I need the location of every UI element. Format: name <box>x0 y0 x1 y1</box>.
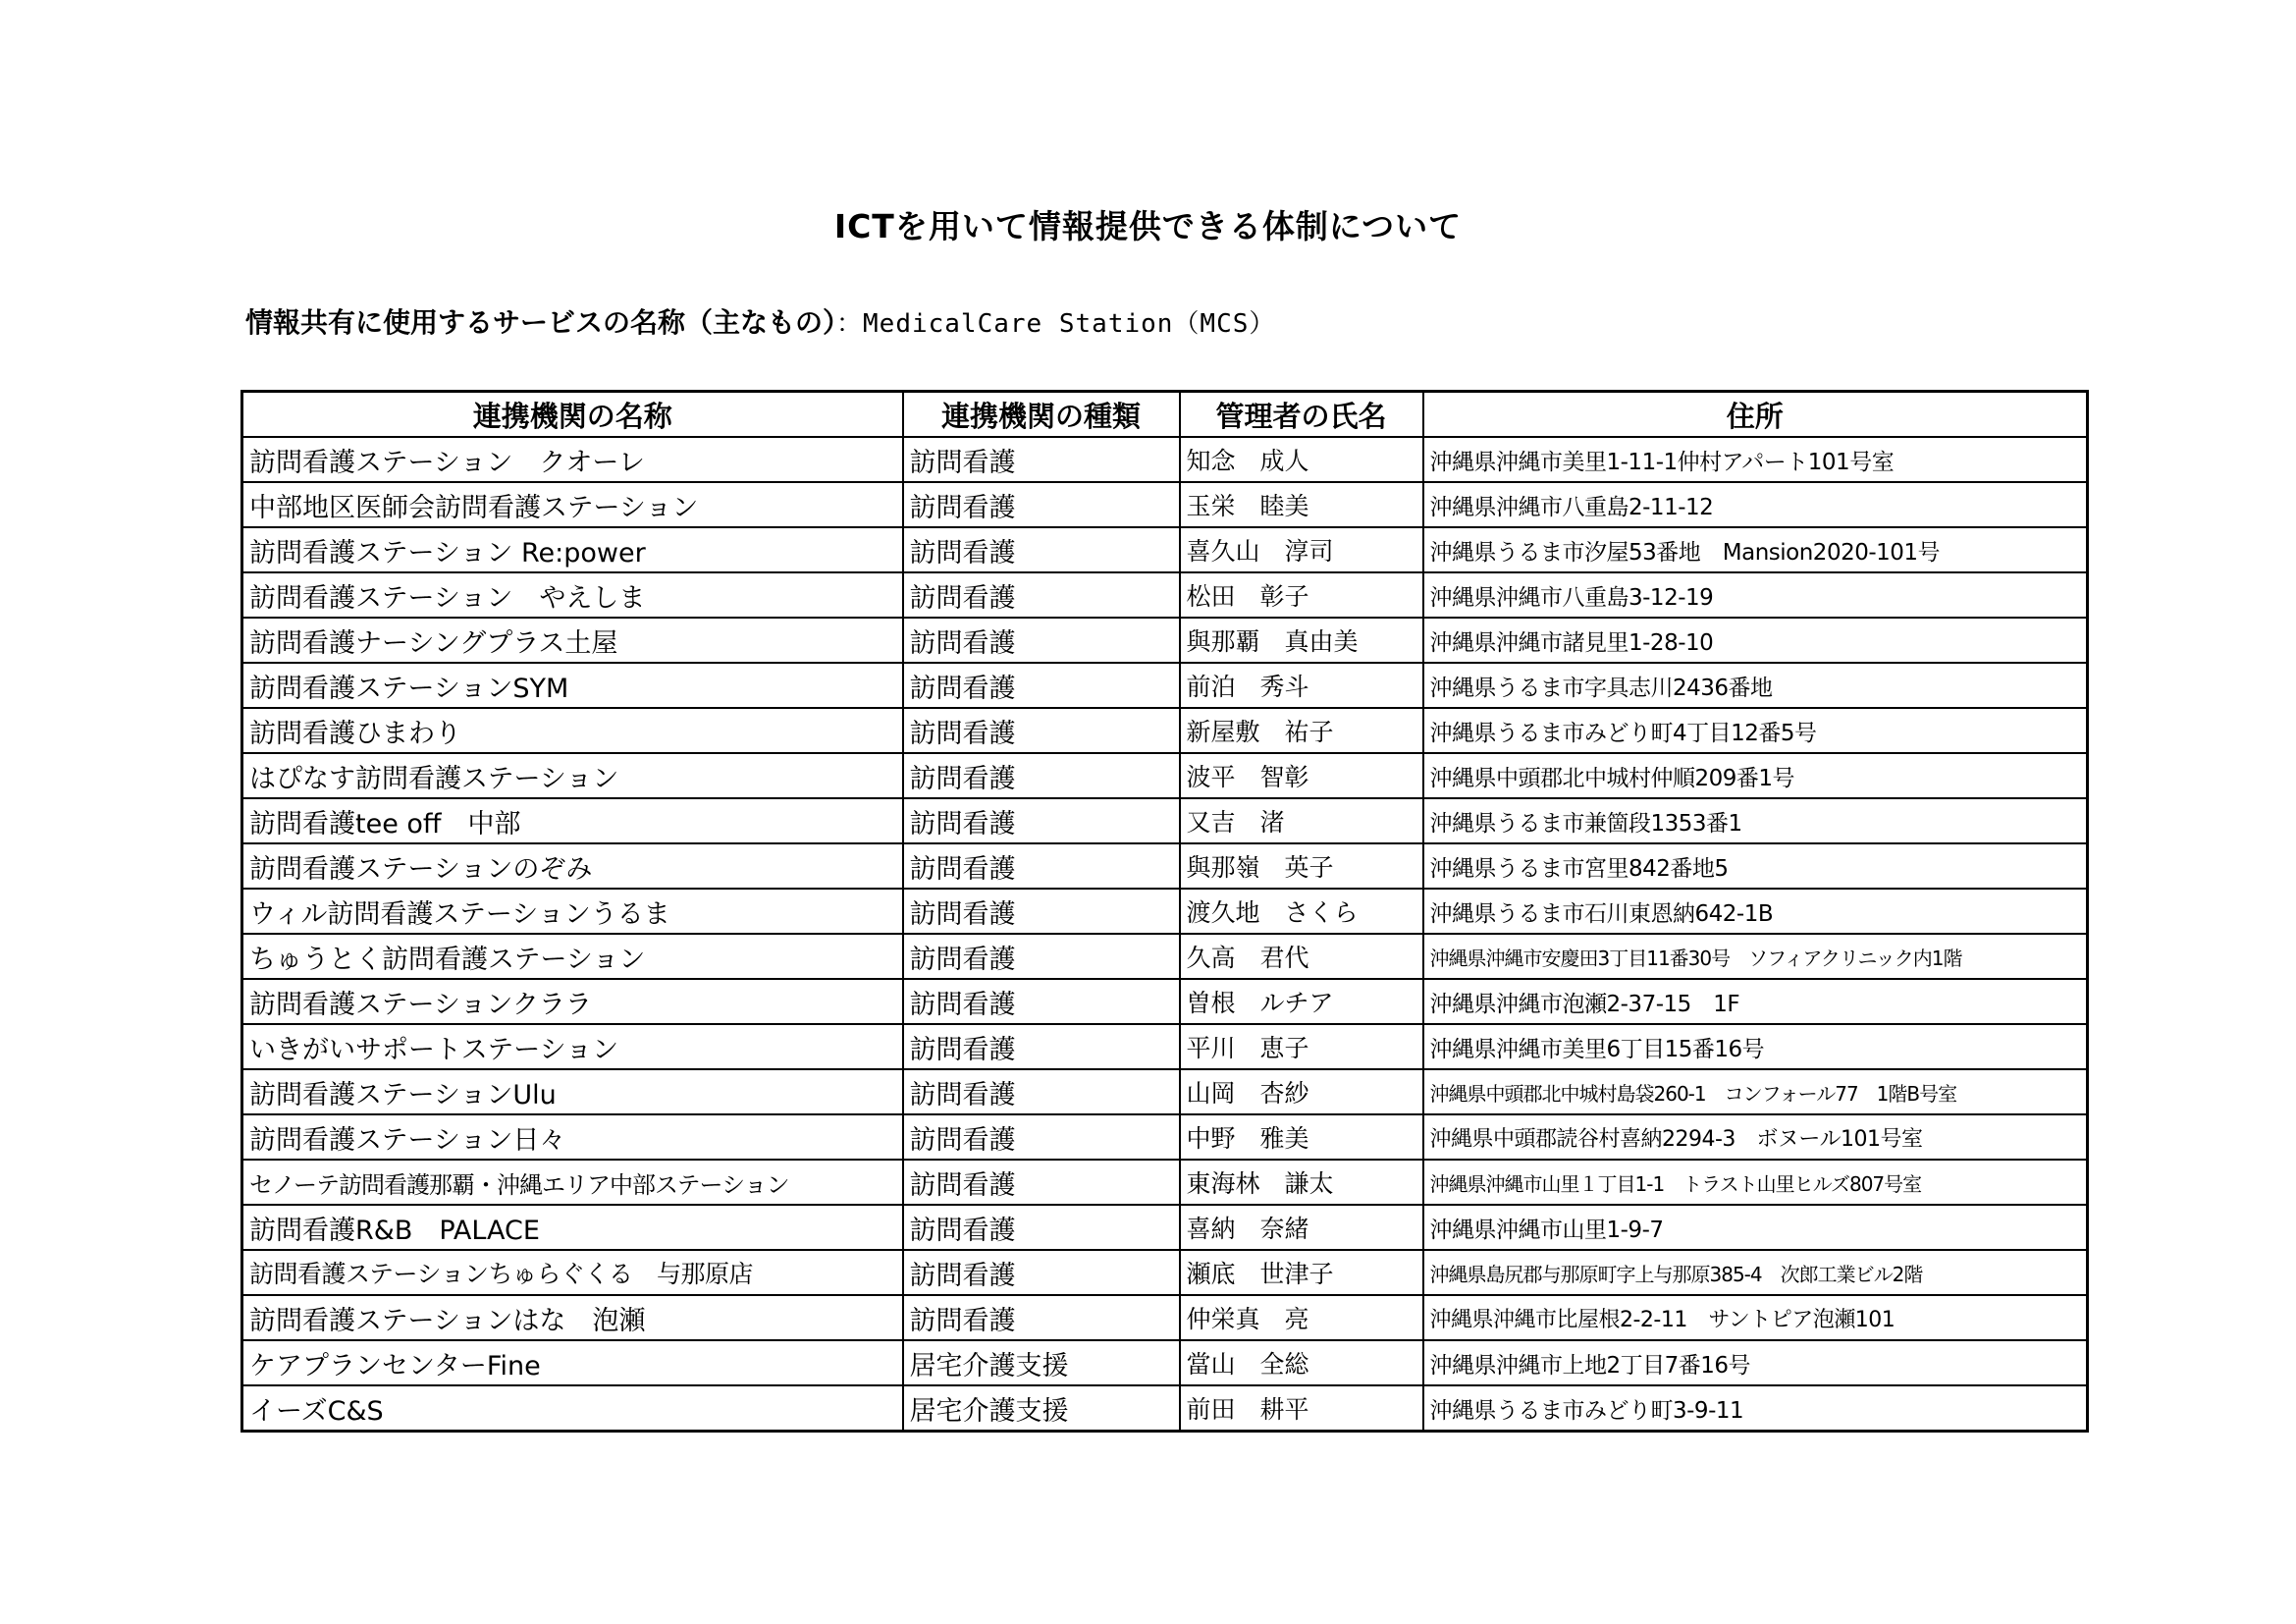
table-row <box>242 1205 2088 1250</box>
org-name-cell: ちゅうとく訪問看護ステーション <box>242 934 903 979</box>
address-cell: 沖縄県うるま市汐屋53番地 Mansion2020-101号 <box>1423 527 2088 572</box>
org-type-cell: 訪問看護 <box>903 934 1180 979</box>
header-org-type: 連携機関の種類 <box>903 392 1180 438</box>
manager-cell: 喜久山 淳司 <box>1180 527 1423 572</box>
manager-cell: 喜納 奈緒 <box>1180 1205 1423 1250</box>
table-row <box>242 798 2088 843</box>
manager-cell: 知念 成人 <box>1180 437 1423 482</box>
org-type-cell: 訪問看護 <box>903 482 1180 527</box>
manager-cell: 與那嶺 英子 <box>1180 843 1423 889</box>
manager-cell: 渡久地 さくら <box>1180 889 1423 934</box>
address-cell: 沖縄県沖縄市山里1-9-7 <box>1423 1205 2088 1250</box>
table-row <box>242 753 2088 798</box>
table-row <box>242 934 2088 979</box>
org-type-cell: 訪問看護 <box>903 843 1180 889</box>
manager-cell: 仲栄真 亮 <box>1180 1295 1423 1340</box>
org-name-cell: イーズC&S <box>242 1385 903 1432</box>
org-name-cell: 中部地区医師会訪問看護ステーション <box>242 482 903 527</box>
org-name-cell: 訪問看護ステーションUlu <box>242 1069 903 1114</box>
org-type-cell: 訪問看護 <box>903 979 1180 1024</box>
address-cell: 沖縄県沖縄市諸見里1-28-10 <box>1423 618 2088 663</box>
org-type-cell: 訪問看護 <box>903 708 1180 753</box>
address-cell: 沖縄県沖縄市安慶田3丁目11番30号 ソフィアクリニック内1階 <box>1423 934 2088 979</box>
org-type-cell: 訪問看護 <box>903 1250 1180 1295</box>
document-title: ICTを用いて情報提供できる体制について <box>833 207 1463 245</box>
manager-cell: 中野 雅美 <box>1180 1114 1423 1160</box>
table-row <box>242 979 2088 1024</box>
org-name-cell: セノーテ訪問看護那覇・沖縄エリア中部ステーション <box>242 1160 903 1205</box>
partner-organization-table <box>240 390 2089 1433</box>
org-type-cell: 訪問看護 <box>903 437 1180 482</box>
address-cell: 沖縄県うるま市兼箇段1353番1 <box>1423 798 2088 843</box>
address-cell: 沖縄県うるま市字具志川2436番地 <box>1423 663 2088 708</box>
org-name-cell: 訪問看護ステーションクララ <box>242 979 903 1024</box>
address-cell: 沖縄県沖縄市美里1-11-1仲村アパート101号室 <box>1423 437 2088 482</box>
header-manager-name: 管理者の氏名 <box>1180 392 1423 438</box>
org-name-cell: 訪問看護R&B PALACE <box>242 1205 903 1250</box>
table-row <box>242 482 2088 527</box>
address-cell: 沖縄県中頭郡北中城村仲順209番1号 <box>1423 753 2088 798</box>
table-row <box>242 1295 2088 1340</box>
manager-cell: 前田 耕平 <box>1180 1385 1423 1432</box>
table-row <box>242 437 2088 482</box>
table-row <box>242 889 2088 934</box>
org-type-cell: 訪問看護 <box>903 889 1180 934</box>
header-address: 住所 <box>1423 392 2088 438</box>
table-row <box>242 708 2088 753</box>
address-cell: 沖縄県沖縄市美里6丁目15番16号 <box>1423 1024 2088 1069</box>
table-row <box>242 1024 2088 1069</box>
manager-cell: 松田 彰子 <box>1180 572 1423 618</box>
org-name-cell: 訪問看護ナーシングプラス土屋 <box>242 618 903 663</box>
org-name-cell: 訪問看護ステーションちゅらぐくる 与那原店 <box>242 1250 903 1295</box>
table-row <box>242 1114 2088 1160</box>
address-cell: 沖縄県沖縄市八重島2-11-12 <box>1423 482 2088 527</box>
manager-cell: 又吉 渚 <box>1180 798 1423 843</box>
org-name-cell: 訪問看護ひまわり <box>242 708 903 753</box>
address-cell: 沖縄県沖縄市比屋根2-2-11 サントピア泡瀬101 <box>1423 1295 2088 1340</box>
org-name-cell: 訪問看護ステーションはな 泡瀬 <box>242 1295 903 1340</box>
org-name-cell: 訪問看護ステーション Re:power <box>242 527 903 572</box>
org-type-cell: 訪問看護 <box>903 527 1180 572</box>
org-type-cell: 居宅介護支援 <box>903 1385 1180 1432</box>
address-cell: 沖縄県うるま市石川東恩納642-1B <box>1423 889 2088 934</box>
org-name-cell: 訪問看護ステーション日々 <box>242 1114 903 1160</box>
table-row <box>242 1340 2088 1385</box>
manager-cell: 波平 智彰 <box>1180 753 1423 798</box>
manager-cell: 山岡 杏紗 <box>1180 1069 1423 1114</box>
table-body <box>242 437 2088 1432</box>
org-name-cell: はぴなす訪問看護ステーション <box>242 753 903 798</box>
manager-cell: 前泊 秀斗 <box>1180 663 1423 708</box>
org-type-cell: 訪問看護 <box>903 1069 1180 1114</box>
table-row <box>242 1069 2088 1114</box>
org-type-cell: 訪問看護 <box>903 1205 1180 1250</box>
org-name-cell: 訪問看護ステーションSYM <box>242 663 903 708</box>
manager-cell: 新屋敷 祐子 <box>1180 708 1423 753</box>
org-type-cell: 訪問看護 <box>903 1295 1180 1340</box>
address-cell: 沖縄県沖縄市山里１丁目1-1 トラスト山里ヒルズ807号室 <box>1423 1160 2088 1205</box>
manager-cell: 平川 恵子 <box>1180 1024 1423 1069</box>
org-name-cell: ケアプランセンターFine <box>242 1340 903 1385</box>
table-header-row <box>242 392 2088 438</box>
manager-cell: 瀬底 世津子 <box>1180 1250 1423 1295</box>
org-type-cell: 居宅介護支援 <box>903 1340 1180 1385</box>
org-type-cell: 訪問看護 <box>903 572 1180 618</box>
table-row <box>242 618 2088 663</box>
table-row <box>242 1250 2088 1295</box>
manager-cell: 玉栄 睦美 <box>1180 482 1423 527</box>
manager-cell: 與那覇 真由美 <box>1180 618 1423 663</box>
manager-cell: 久高 君代 <box>1180 934 1423 979</box>
org-type-cell: 訪問看護 <box>903 1114 1180 1160</box>
table-row <box>242 1160 2088 1205</box>
address-cell: 沖縄県うるま市みどり町4丁目12番5号 <box>1423 708 2088 753</box>
address-cell: 沖縄県沖縄市八重島3-12-19 <box>1423 572 2088 618</box>
org-type-cell: 訪問看護 <box>903 663 1180 708</box>
org-name-cell: ウィル訪問看護ステーションうるま <box>242 889 903 934</box>
service-line <box>245 301 1275 341</box>
address-cell: 沖縄県中頭郡北中城村島袋260-1 コンフォール77 1階B号室 <box>1423 1069 2088 1114</box>
org-type-cell: 訪問看護 <box>903 798 1180 843</box>
org-name-cell: いきがいサポートステーション <box>242 1024 903 1069</box>
table-row <box>242 527 2088 572</box>
address-cell: 沖縄県沖縄市泡瀬2-37-15 1F <box>1423 979 2088 1024</box>
address-cell: 沖縄県うるま市みどり町3-9-11 <box>1423 1385 2088 1432</box>
address-cell: 沖縄県中頭郡読谷村喜納2294-3 ボヌール101号室 <box>1423 1114 2088 1160</box>
table-row <box>242 843 2088 889</box>
service-value: ：MedicalCare Station（MCS） <box>836 309 1276 339</box>
org-name-cell: 訪問看護ステーション やえしま <box>242 572 903 618</box>
org-type-cell: 訪問看護 <box>903 753 1180 798</box>
table-row <box>242 1385 2088 1432</box>
service-label: 情報共有に使用するサービスの名称（主なもの） <box>245 306 837 339</box>
address-cell: 沖縄県島尻郡与那原町字上与那原385-4 次郎工業ビル2階 <box>1423 1250 2088 1295</box>
org-name-cell: 訪問看護tee off 中部 <box>242 798 903 843</box>
header-org-name: 連携機関の名称 <box>242 392 903 438</box>
org-name-cell: 訪問看護ステーション クオーレ <box>242 437 903 482</box>
table-row <box>242 572 2088 618</box>
manager-cell: 東海林 謙太 <box>1180 1160 1423 1205</box>
address-cell: 沖縄県沖縄市上地2丁目7番16号 <box>1423 1340 2088 1385</box>
org-name-cell: 訪問看護ステーションのぞみ <box>242 843 903 889</box>
table-row <box>242 663 2088 708</box>
org-type-cell: 訪問看護 <box>903 618 1180 663</box>
org-type-cell: 訪問看護 <box>903 1024 1180 1069</box>
manager-cell: 當山 全総 <box>1180 1340 1423 1385</box>
manager-cell: 曽根 ルチア <box>1180 979 1423 1024</box>
org-type-cell: 訪問看護 <box>903 1160 1180 1205</box>
address-cell: 沖縄県うるま市宮里842番地5 <box>1423 843 2088 889</box>
